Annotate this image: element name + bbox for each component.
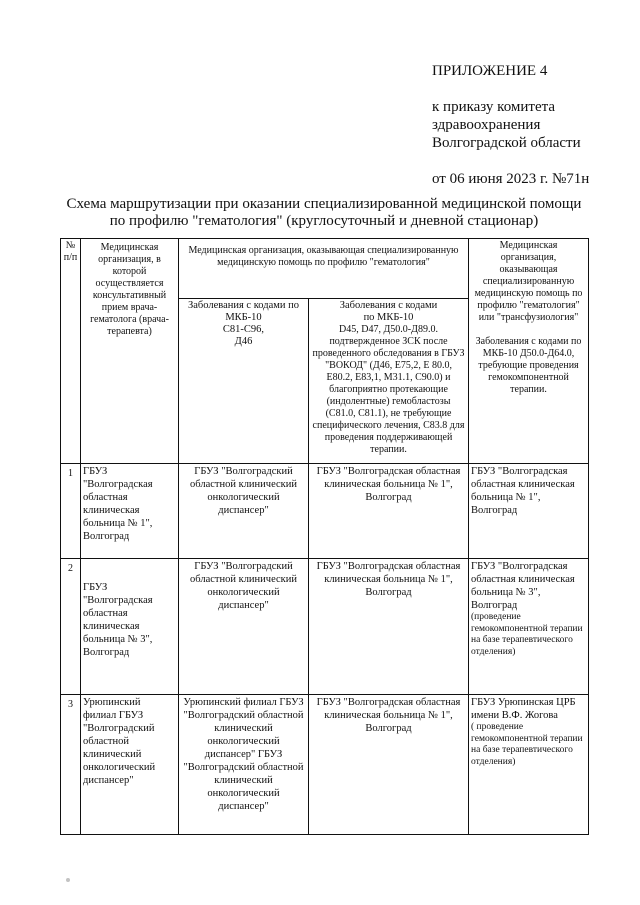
row-3-transfusion-note: ( проведение гемокомпонентной терапии на базе терапевтического отделения) [471, 722, 583, 767]
appendix-header [432, 62, 589, 188]
header-hemato-codes-line-1: Заболевания с кодами по [187, 300, 299, 311]
header-hemato-codes-line-4: Д46 [234, 336, 253, 347]
header-indolent-codes-line-1: Заболевания с кодами [339, 300, 438, 311]
table-row [61, 695, 589, 835]
header-indolent-codes [309, 299, 469, 464]
row-3-hemato-org: Урюпинский филиал ГБУЗ "Волгоградский областной клинический онкологический диспансер" ГБУЗ "Волгоградский областной клинический онкологический диспансер" [179, 695, 309, 835]
table-row [61, 559, 589, 695]
row-1-num: 1 [61, 464, 81, 559]
document-title-line-2: по профилю "гематология" (круглосуточный и дневной стационар) [109, 213, 539, 229]
row-1-transfusion-org-name: ГБУЗ "Волгоградская областная клиническая больница № 1", Волгоград [471, 466, 575, 516]
table-header-row [61, 239, 589, 299]
row-2-transfusion-org [469, 559, 589, 695]
row-2-indolent-org: ГБУЗ "Волгоградская областная клиническая больница № 1", Волгоград [309, 559, 469, 695]
row-3-transfusion-org [469, 695, 589, 835]
table-row [61, 464, 589, 559]
appendix-date: от 06 июня 2023 г. №71н [432, 171, 590, 187]
document-title [50, 196, 598, 230]
row-1-transfusion-org [469, 464, 589, 559]
header-indolent-codes-details: D45, D47, Д50.0-Д89.0. подтвержденное ЗСК после проведенного обследования в ГБУЗ "ВОКОД" (Д46, Е75,2, Е 80.0, Е80.2, Е83,1, М31.1, С90.0) и благоприятно протекающие (индолентные) гемобластозы (С81.0, С81.1), не требующие специфического лечения, С83.8 для проведения поддерживающей терапии. [312, 324, 465, 455]
row-2-referring-org: ГБУЗ "Волгоградская областная клиническая больница № 3", Волгоград [81, 559, 179, 695]
appendix-line-3: Волгоградской области [432, 135, 581, 151]
row-1-hemato-org: ГБУЗ "Волгоградский областной клинический онкологический диспансер" [179, 464, 309, 559]
header-hemato-codes [179, 299, 309, 464]
row-2-transfusion-org-name: ГБУЗ "Волгоградская областная клиническая больница № 3", Волгоград [471, 561, 575, 611]
appendix-title: ПРИЛОЖЕНИЕ 4 [432, 63, 548, 79]
row-3-indolent-org: ГБУЗ "Волгоградская областная клиническая больница № 1", Волгоград [309, 695, 469, 835]
scan-speck [66, 878, 70, 882]
header-hemato-codes-line-2: МКБ-10 [225, 312, 262, 323]
row-2-transfusion-note: (проведение гемокомпонентной терапии на базе терапевтического отделения) [471, 612, 583, 657]
header-num: № п/п [61, 239, 81, 464]
header-hemato-codes-line-3: С81-С96, [222, 324, 265, 335]
row-3-transfusion-org-name: ГБУЗ Урюпинская ЦРБ имени В.Ф. Жогова [471, 697, 576, 721]
row-2-hemato-org: ГБУЗ "Волгоградский областной клинический онкологический диспансер" [179, 559, 309, 695]
appendix-line-2: здравоохранения [432, 117, 541, 133]
routing-table [60, 238, 589, 835]
row-3-num: 3 [61, 695, 81, 835]
header-transfusion-codes: Заболевания с кодами по МКБ-10 Д50.0-Д64.0, требующие проведения гемокомпонентной терапии. [475, 336, 582, 395]
row-1-indolent-org: ГБУЗ "Волгоградская областная клиническая больница № 1", Волгоград [309, 464, 469, 559]
row-3-referring-org: Урюпинский филиал ГБУЗ "Волгоградский областной клинический онкологический диспансер" [81, 695, 179, 835]
header-indolent-codes-line-2: по МКБ-10 [363, 312, 414, 323]
header-referring-org: Медицинская организация, в которой осуществляется консультативный прием врача-гематолога (врача-терапевта) [81, 239, 179, 464]
row-2-num: 2 [61, 559, 81, 695]
header-transfusion-org-text: Медицинская организация, оказывающая специализированную медицинскую помощь по профилю "гематология" или "трансфузиология" [474, 240, 583, 323]
header-specialized-org: Медицинская организация, оказывающая специализированную медицинскую помощь по профилю "гематология" [179, 239, 469, 299]
row-1-referring-org: ГБУЗ "Волгоградская областная клиническая больница № 1", Волгоград [81, 464, 179, 559]
document-title-line-1: Схема маршрутизации при оказании специализированной медицинской помощи [66, 196, 582, 212]
header-transfusion-org [469, 239, 589, 464]
appendix-line-1: к приказу комитета [432, 99, 556, 115]
